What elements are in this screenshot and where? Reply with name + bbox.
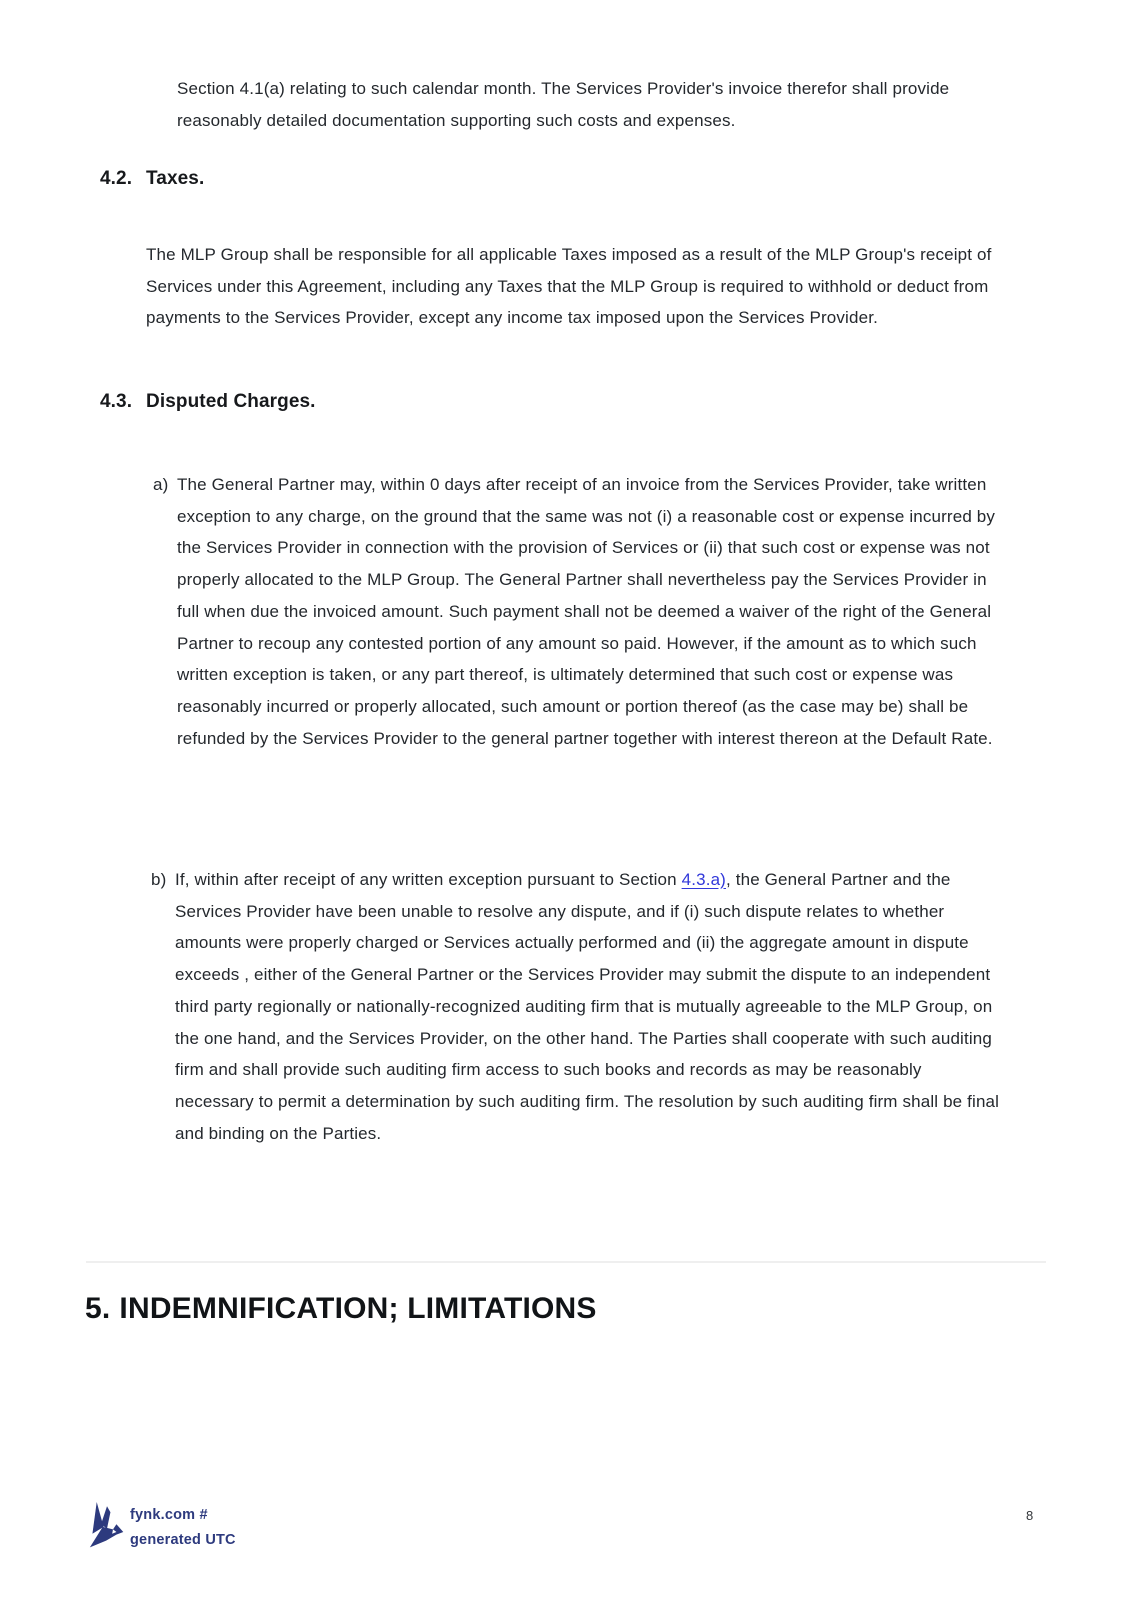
list-item-b bbox=[151, 864, 1003, 1149]
footer-generated-line: generated UTC bbox=[130, 1531, 236, 1548]
cross-reference-link[interactable]: 4.3.a) bbox=[681, 870, 726, 889]
text-before-link: If, within after receipt of any written exception pursuant to Section bbox=[175, 870, 682, 889]
section-title: INDEMNIFICATION; LIMITATIONS bbox=[119, 1292, 597, 1325]
section-number: 4.3. bbox=[100, 391, 133, 412]
section-number: 4.2. bbox=[100, 168, 133, 189]
section-divider bbox=[86, 1261, 1046, 1263]
continuation-paragraph: Section 4.1(a) relating to such calendar month. The Services Provider's invoice therefor shall provide reasonably detailed documentation supporting such costs and expenses. bbox=[177, 79, 950, 130]
section-4-2-body: The MLP Group shall be responsible for all applicable Taxes imposed as a result of the MLP Group's receipt of Services under this Agreement, including any Taxes that the MLP Group is required to withhold or deduct from payments to the Services Provider, except any income tax imposed upon the Services Provider. bbox=[146, 245, 992, 328]
section-heading-4-3 bbox=[100, 391, 316, 413]
list-marker: a) bbox=[153, 475, 169, 494]
list-marker: b) bbox=[151, 870, 167, 889]
list-item-a bbox=[153, 469, 1001, 754]
footer-brand-line: fynk.com # bbox=[130, 1507, 208, 1523]
list-item-text: The General Partner may, within 0 days after receipt of an invoice from the Services Provider, take written exception to any charge, on the ground that the same was not (i) a reasonable cost or expense incurred by the Services Provider in connection with the provision of Services or (ii) that such cost or expense was not properly allocated to the MLP Group. The General Partner shall nevertheless pay the Services Provider in full when due the invoiced amount. Such payment shall not be deemed a waiver of the right of the General Partner to recoup any contested portion of any amount so paid. However, if the amount as to which such written exception is taken, or any part thereof, is ultimately determined that such cost or expense was reasonably incurred or properly allocated, such amount or portion thereof (as the case may be) shall be refunded by the Services Provider to the general partner together with interest thereon at the Default Rate. bbox=[177, 475, 996, 748]
section-title: Disputed Charges. bbox=[146, 391, 316, 412]
section-heading-5 bbox=[85, 1292, 597, 1326]
list-item-text bbox=[175, 864, 1003, 1149]
section-number: 5. bbox=[85, 1292, 111, 1325]
footer-branding bbox=[130, 1503, 236, 1552]
origami-bird-icon bbox=[88, 1502, 126, 1550]
page-number: 8 bbox=[1026, 1508, 1034, 1523]
section-title: Taxes. bbox=[146, 168, 205, 189]
section-heading-4-2 bbox=[100, 168, 204, 190]
text-after-link: , the General Partner and the Services Provider have been unable to resolve any dispute, and if (i) such dispute relates to whether amounts were properly charged or Services actually performed and (ii) the aggregate amount in dispute exceeds , either of the General Partner or the Services Provider may submit the dispute to an independent third party regionally or nationally-recognized auditing firm that is mutually agreeable to the MLP Group, on the one hand, and the Services Provider, on the other hand. The Parties shall cooperate with such auditing firm and shall provide such auditing firm access to such books and records as may be reasonably necessary to permit a determination by such auditing firm. The resolution by such auditing firm shall be final and binding on the Parties. bbox=[175, 870, 1000, 1143]
